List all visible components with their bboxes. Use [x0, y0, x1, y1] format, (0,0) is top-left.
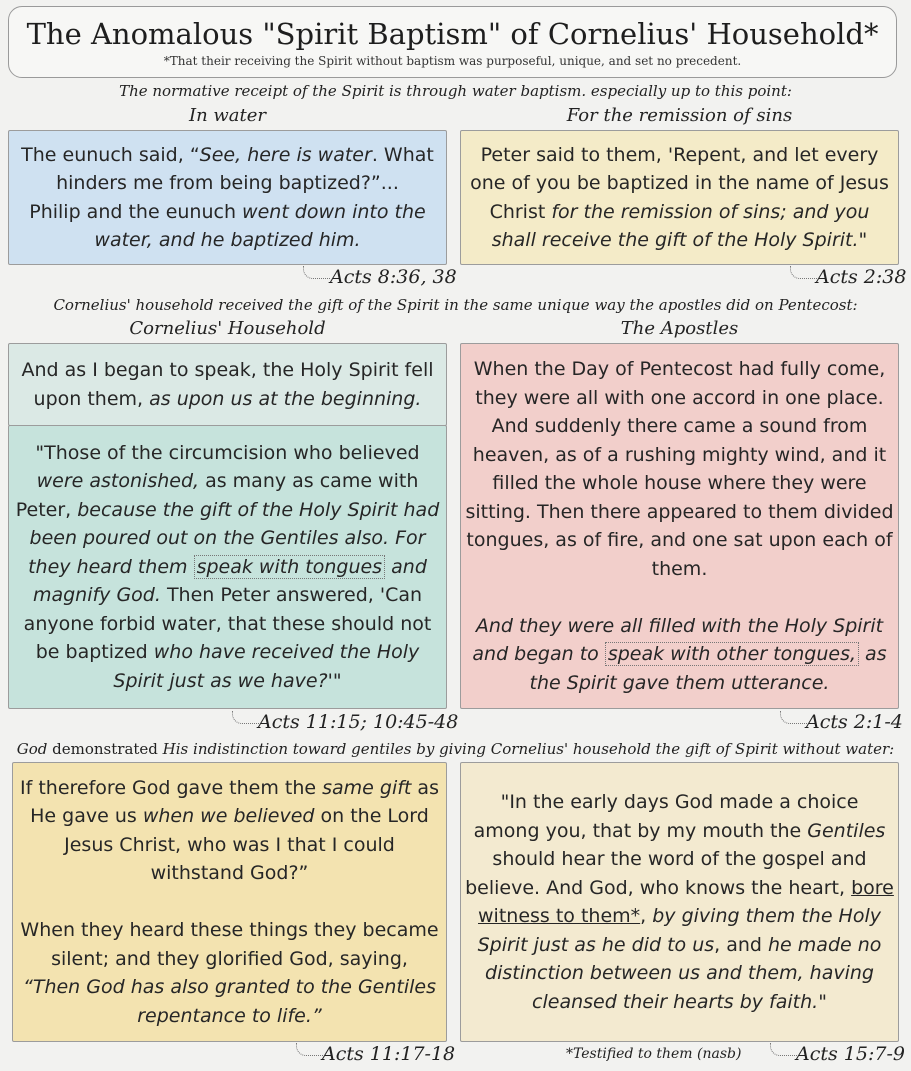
text: ,: [640, 905, 653, 927]
text: as He gave us: [30, 776, 439, 828]
text-italic: God: [16, 740, 48, 758]
card-god-made-choice: [460, 762, 899, 1042]
title-box: [8, 6, 897, 78]
reference-acts-2-38: Acts 2:38: [816, 266, 907, 288]
page-subtitle: *That their receiving the Spirit without baptism was purposeful, unique, and set no precedent.: [163, 54, 742, 68]
reference-acts-11-17: Acts 11:17-18: [322, 1043, 456, 1065]
text-italic: same gift: [322, 776, 412, 799]
text-italic: “Then God has also granted to the Gentiles repentance to life.”: [23, 976, 436, 1027]
text: When the Day of Pentecost had fully come, they were all with one accord in one place. And suddenly there came a sound from heaven, as of a rushing mighty wind, and it filled the whole house where they were sitting. Then there appeared to them divided tongues, as of fire, and one sat upon each of them.: [465, 358, 894, 580]
text: If therefore God gave them the: [20, 776, 323, 799]
reference-connector: [780, 711, 807, 724]
reference-connector: [770, 1043, 797, 1056]
text: The eunuch said, “: [21, 143, 200, 166]
reference-connector: [303, 266, 330, 279]
text-italic: because the gift of the Holy Spirit had been poured out on the Gentiles also.: [29, 498, 440, 550]
reference-connector: [232, 711, 259, 724]
reference-acts-8: Acts 8:36, 38: [330, 266, 457, 288]
text-italic: when we believed: [142, 805, 315, 828]
text: Then Peter answered, 'Can anyone forbid water, that these should not be baptized: [23, 584, 432, 664]
text: "Those of the circumcision who believed: [35, 441, 420, 464]
text: should hear the word of the gospel and believe. And God, who knows the heart,: [465, 848, 867, 899]
section1-left-heading: In water: [188, 105, 267, 126]
footnote: *Testified to them (nasb): [566, 1046, 742, 1062]
speak-with-other-tongues-highlight: speak with other tongues,: [605, 642, 859, 666]
text: Philip and the eunuch: [29, 200, 243, 223]
text: . What hinders me from being baptized?”...: [56, 143, 434, 194]
card-apostles-pentecost: [460, 343, 899, 709]
text: as many as came with Peter,: [15, 470, 419, 521]
text-italic: His indistinction toward gentiles by giving Cornelius' household the gift of Spirit without water:: [162, 740, 895, 758]
card-same-gift: [12, 762, 447, 1042]
card-in-water: [8, 130, 447, 265]
reference-connector: [790, 266, 817, 279]
section1-right-heading: For the remission of sins: [566, 105, 793, 126]
text: Peter said to them, 'Repent, and let every one of you be baptized in the name of Jesus Christ: [470, 143, 889, 223]
section2-left-heading: Cornelius' Household: [129, 318, 326, 339]
bore-witness-underlined: bore witness to them*: [478, 876, 894, 927]
text-italic: and magnify God.: [32, 555, 427, 607]
reference-acts-11-15: Acts 11:15; 10:45-48: [258, 711, 459, 733]
text-italic: And they were all filled with the Holy Spirit and began to: [472, 614, 884, 665]
text-italic: he made no distinction between us and them, having cleansed their hearts by faith.: [485, 933, 882, 1013]
page-title: The Anomalous "Spirit Baptism" of Cornelius' Household*: [26, 17, 879, 51]
card-cornelius-household: [8, 425, 447, 709]
text-italic: for the remission of sins; and you shall receive the gift of the Holy Spirit.": [491, 200, 870, 251]
text-italic: as upon us at the beginning.: [149, 387, 422, 410]
text: demonstrated: [47, 740, 163, 758]
text: on the Lord Jesus Christ, who was I that I could withstand God?”: [64, 805, 429, 885]
text-italic: by giving them the Holy Spirit just as he did to us: [477, 905, 881, 956]
text: When they heard these things they became silent; and they glorified God, saying,: [20, 919, 439, 970]
section2-intro: Cornelius' household received the gift of the Spirit in the same unique way the apostles did on Pentecost:: [53, 296, 858, 314]
section2-right-heading: The Apostles: [620, 318, 739, 339]
text-italic: Gentiles: [807, 819, 886, 842]
text-italic: were astonished,: [36, 470, 200, 493]
card-holy-spirit-fell: [8, 343, 447, 426]
text: And as I began to speak, the Holy Spirit fell upon them,: [21, 359, 434, 410]
text: "In the early days God made a choice among you, that by my mouth the: [473, 791, 859, 842]
section3-intro: [0, 740, 911, 758]
text: , and: [714, 933, 769, 956]
section1-intro: The normative receipt of the Spirit is through water baptism. especially up to this point:: [119, 82, 792, 100]
text-italic: as the Spirit gave them utterance.: [529, 643, 887, 694]
text-italic: See, here is water: [199, 143, 372, 166]
reference-acts-2-1: Acts 2:1-4: [806, 711, 903, 733]
speak-with-tongues-highlight: speak with tongues: [194, 555, 386, 579]
card-remission: [460, 130, 899, 265]
text-italic: who have received the Holy Spirit just as we have?'": [113, 641, 420, 692]
reference-connector: [296, 1043, 323, 1056]
text-italic: For they heard them: [28, 527, 426, 578]
reference-acts-15-7: Acts 15:7-9: [796, 1043, 905, 1065]
text: ": [818, 990, 827, 1013]
text-italic: went down into the water, and he baptized him.: [94, 200, 426, 251]
